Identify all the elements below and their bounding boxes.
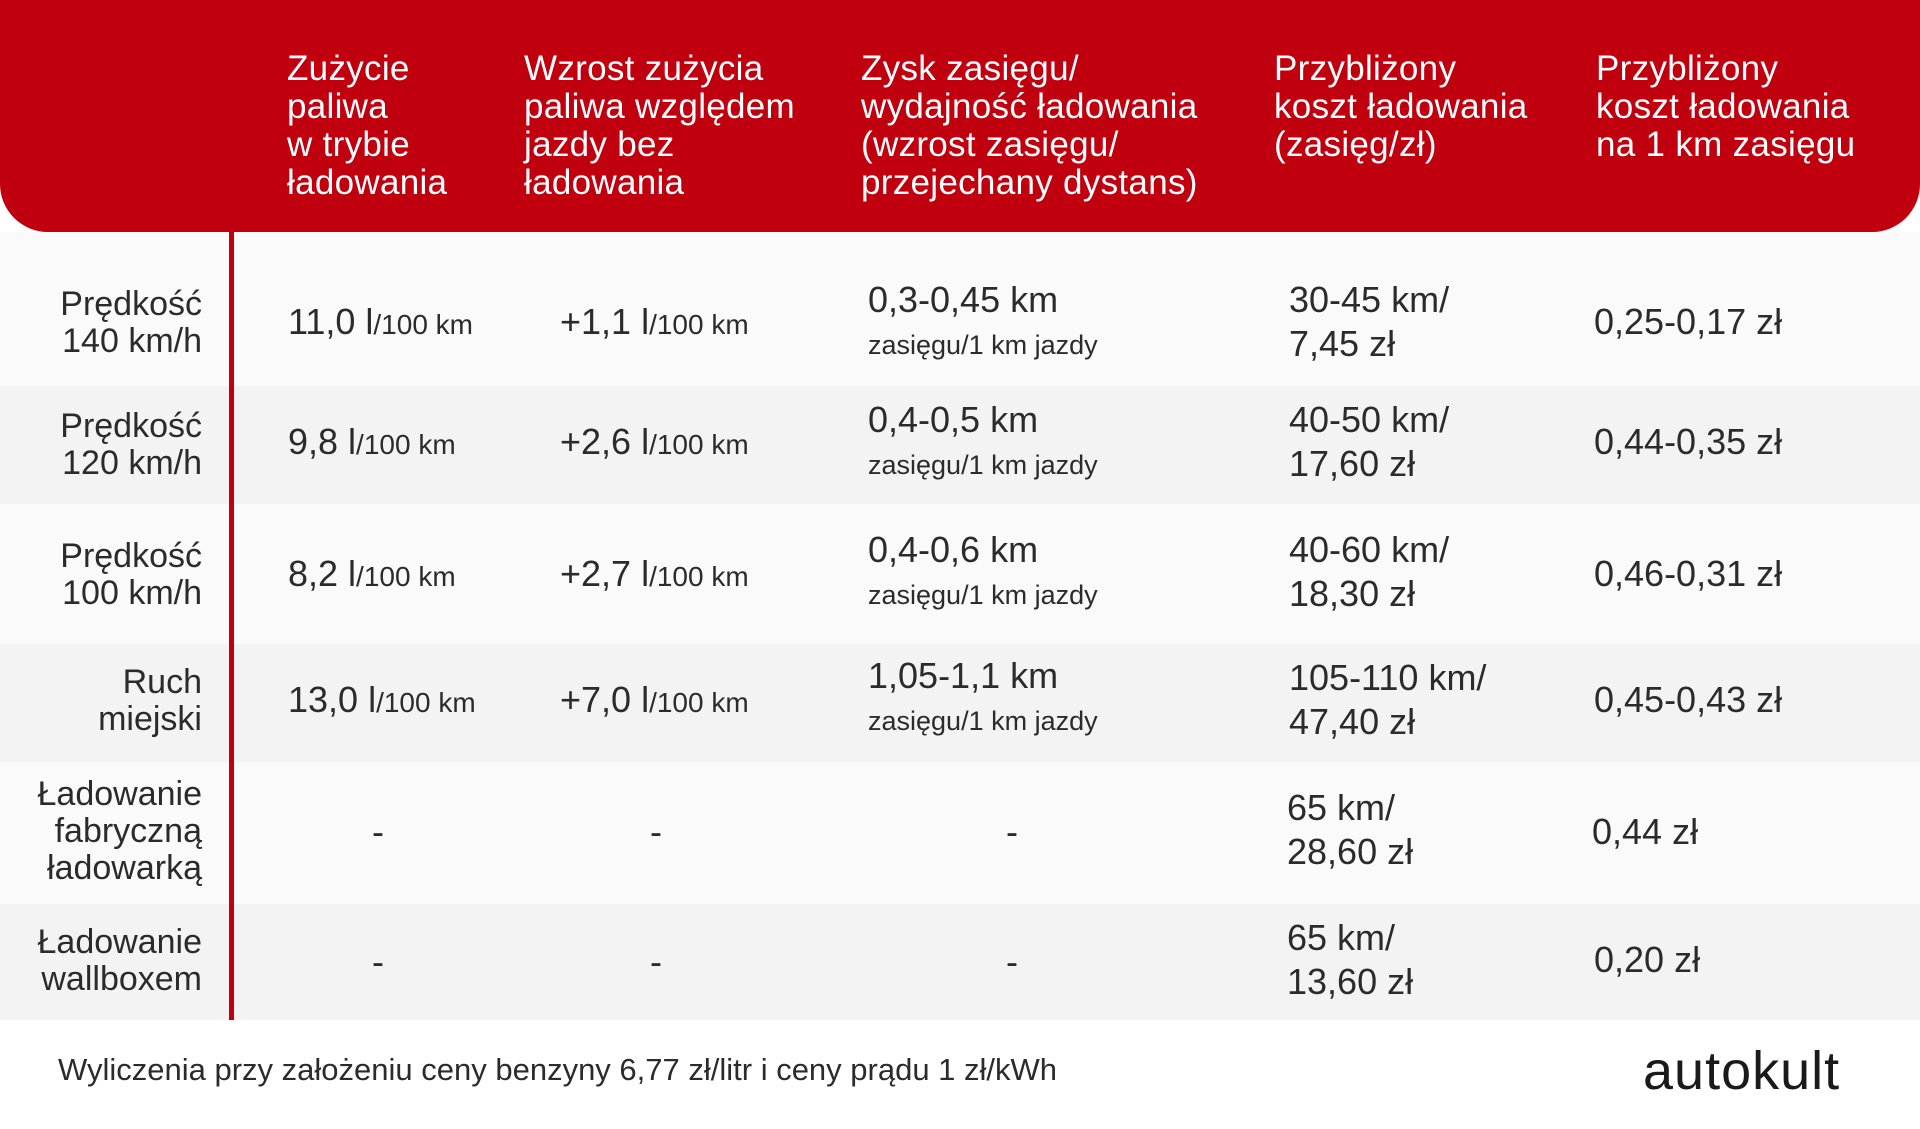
header-fuel-increase: Wzrost zużycia paliwa względem jazdy bez ładowania: [524, 49, 796, 202]
autokult-logo: autokult: [1643, 1041, 1841, 1101]
gain-value: 1,05-1,1 km: [868, 655, 1059, 696]
cost-per-km: 0,20 zł: [1594, 939, 1701, 980]
row-label: Prędkość 140 km/h: [60, 285, 202, 360]
gain-value: -: [1006, 941, 1018, 982]
table-row: [0, 762, 1920, 904]
fuel-value: 8,2 l/100 km: [288, 553, 456, 594]
row-label: Prędkość 100 km/h: [60, 537, 202, 612]
cost-per-km: 0,44-0,35 zł: [1594, 421, 1783, 462]
gain-subtext: zasięgu/1 km jazdy: [868, 580, 1098, 610]
header-cost-per-km: Przybliżony koszt ładowania na 1 km zasięgu: [1596, 49, 1856, 164]
increase-value: +1,1 l/100 km: [560, 301, 749, 342]
charging-cost: 40-60 km/ 18,30 zł: [1289, 529, 1450, 614]
gain-value: 0,3-0,45 km: [868, 279, 1059, 320]
table-row: [0, 644, 1920, 762]
cost-per-km: 0,44 zł: [1592, 811, 1699, 852]
charging-cost: 30-45 km/ 7,45 zł: [1289, 279, 1450, 364]
gain-value: 0,4-0,6 km: [868, 529, 1039, 570]
header-range-gain: Zysk zasięgu/ wydajność ładowania (wzrost zasięgu/ przejechany dystans): [861, 49, 1198, 202]
fuel-value: -: [372, 811, 384, 852]
fuel-value: 13,0 l/100 km: [288, 679, 476, 720]
gain-subtext: zasięgu/1 km jazdy: [868, 450, 1098, 480]
charging-cost: 65 km/ 28,60 zł: [1287, 787, 1414, 872]
charging-cost: 105-110 km/ 47,40 zł: [1289, 657, 1487, 742]
increase-value: +2,7 l/100 km: [560, 553, 749, 594]
header-charging-cost: Przybliżony koszt ładowania (zasięg/zł): [1274, 49, 1528, 164]
fuel-value: -: [372, 941, 384, 982]
footnote: Wyliczenia przy założeniu ceny benzyny 6,77 zł/litr i ceny prądu 1 zł/kWh: [58, 1052, 1058, 1087]
table-body: [0, 232, 1920, 1020]
fuel-value: 9,8 l/100 km: [288, 421, 456, 462]
table-header: [0, 0, 1920, 232]
cost-per-km: 0,45-0,43 zł: [1594, 679, 1783, 720]
table-row: [0, 232, 1920, 386]
increase-value: -: [650, 941, 662, 982]
charging-cost: 65 km/ 13,60 zł: [1287, 917, 1414, 1002]
table-row: [0, 386, 1920, 504]
row-label: Ładowanie wallboxem: [37, 923, 202, 998]
row-label: Ruch miejski: [98, 663, 202, 738]
table-row: [0, 904, 1920, 1020]
gain-value: 0,4-0,5 km: [868, 399, 1039, 440]
gain-subtext: zasięgu/1 km jazdy: [868, 330, 1098, 360]
cost-per-km: 0,46-0,31 zł: [1594, 553, 1783, 594]
table-row: [0, 504, 1920, 644]
gain-value: -: [1006, 811, 1018, 852]
increase-value: +7,0 l/100 km: [560, 679, 749, 720]
row-label: Ładowanie fabryczną ładowarką: [37, 775, 202, 887]
increase-value: +2,6 l/100 km: [560, 421, 749, 462]
charging-cost: 40-50 km/ 17,60 zł: [1289, 399, 1450, 484]
header-fuel-consumption: Zużycie paliwa w trybie ładowania: [287, 49, 448, 202]
row-label-divider: [229, 232, 234, 1020]
row-label: Prędkość 120 km/h: [60, 407, 202, 482]
fuel-value: 11,0 l/100 km: [288, 301, 474, 342]
gain-subtext: zasięgu/1 km jazdy: [868, 706, 1098, 736]
cost-per-km: 0,25-0,17 zł: [1594, 301, 1783, 342]
increase-value: -: [650, 811, 662, 852]
